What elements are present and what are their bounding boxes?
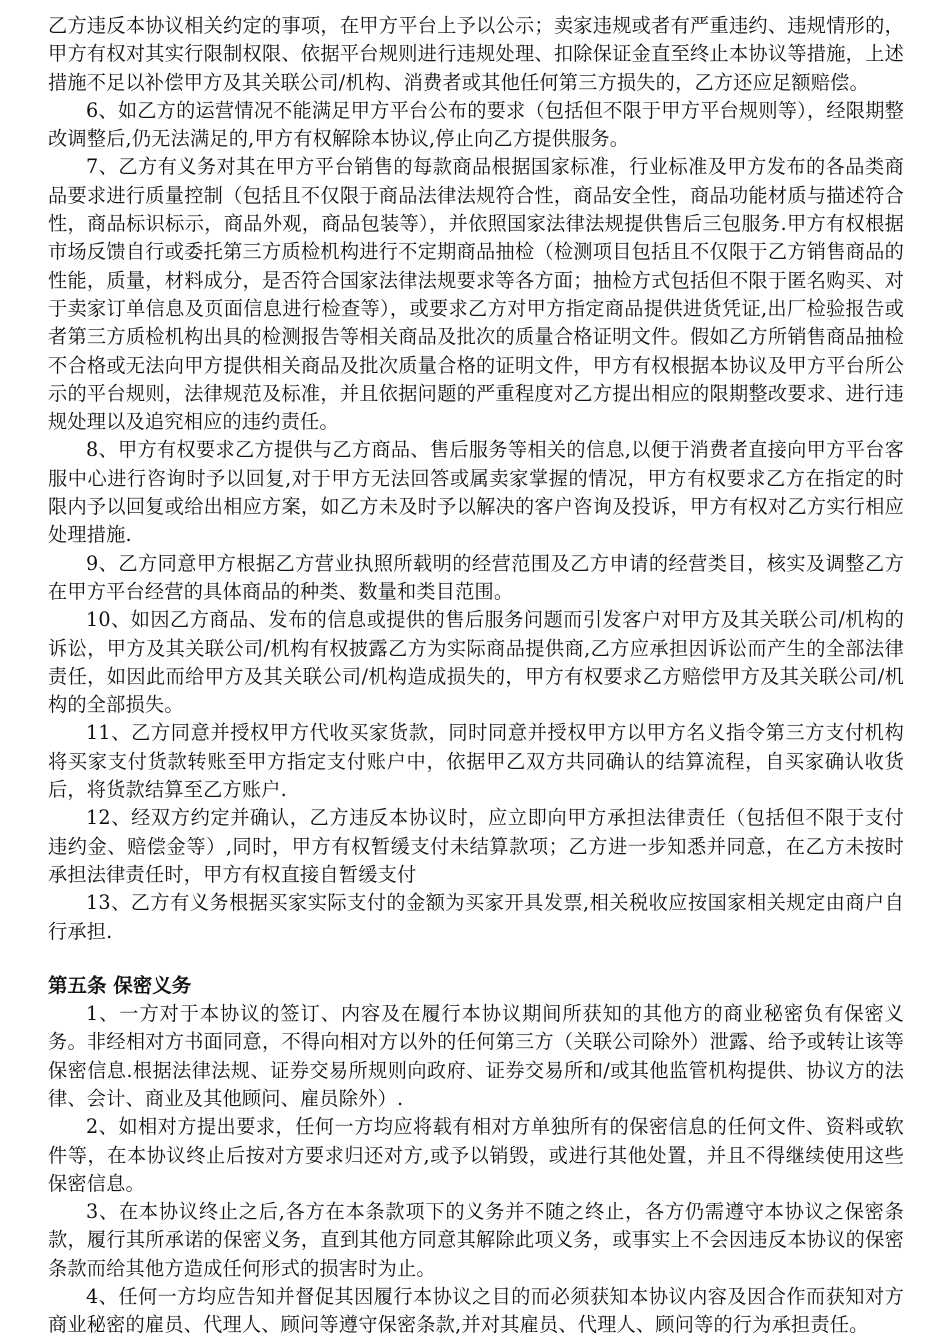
clause-4-8: 8、甲方有权要求乙方提供与乙方商品、售后服务等相关的信息,以便于消费者直接向甲方平台客服中心进行咨询时予以回复,对于甲方无法回答或属卖家掌握的情况，甲方有权要求乙方在指定的时限内予以回复或给出相应方案，如乙方未及时予以解决的客户咨询及投诉，甲方有权对乙方实行相应处理措施. [48,438,904,547]
paragraph-continuation: 乙方违反本协议相关约定的事项，在甲方平台上予以公示；卖家违规或者有严重违约、违规情形的，甲方有权对其实行限制权限、依据平台规则进行违规处理、扣除保证金直至终止本协议等措施，上述措施不足以补偿甲方及其关联公司/机构、消费者或其他任何第三方损失的，乙方还应足额赔偿。 [48,14,904,94]
clause-5-2: 2、如相对方提出要求，任何一方均应将载有相对方单独所有的保密信息的任何文件、资料或软件等，在本协议终止后按对方要求归还对方,或予以销毁，或进行其他处置，并且不得继续使用这些保密信息。 [48,1115,904,1195]
clause-4-12: 12、经双方约定并确认，乙方违反本协议时，应立即向甲方承担法律责任（包括但不限于支付违约金、赔偿金等）,同时，甲方有权暂缓支付未结算款项；乙方进一步知悉并同意，在乙方未按时承担法律责任时，甲方有权直接自暂缓支付 [48,806,904,886]
clause-4-6: 6、如乙方的运营情况不能满足甲方平台公布的要求（包括但不限于甲方平台规则等），经限期整改调整后,仍无法满足的,甲方有权解除本协议,停止向乙方提供服务。 [48,98,904,151]
section-5-heading: 第五条 保密义务 [48,973,192,997]
clause-5-3: 3、在本协议终止之后,各方在本条款项下的义务并不随之终止，各方仍需遵守本协议之保密条款，履行其所承诺的保密义务，直到其他方同意其解除此项义务，或事实上不会因违反本协议的保密条款而给其他方造成任何形式的损害时为止。 [48,1200,904,1280]
clause-4-10: 10、如因乙方商品、发布的信息或提供的售后服务问题而引发客户对甲方及其关联公司/机构的诉讼，甲方及其关联公司/机构有权披露乙方为实际商品提供商,乙方应承担因诉讼而产生的全部法律责任，如因此而给甲方及其关联公司/机构造成损失的，甲方有权要求乙方赔偿甲方及其关联公司/机构的全部损失。 [48,608,904,717]
clause-4-9: 9、乙方同意甲方根据乙方营业执照所载明的经营范围及乙方申请的经营类目，核实及调整乙方在甲方平台经营的具体商品的种类、数量和类目范围。 [48,551,904,603]
clause-4-7: 7、乙方有义务对其在甲方平台销售的每款商品根据国家标准，行业标准及甲方发布的各品类商品要求进行质量控制（包括且不仅限于商品法律法规符合性，商品安全性，商品功能材质与描述符合性，商品标识标示，商品外观，商品包装等），并依照国家法律法规提供售后三包服务.甲方有权根据市场反馈自行或委托第三方质检机构进行不定期商品抽检（检测项目包括且不仅限于乙方销售商品的性能，质量，材料成分，是否符合国家法律法规要求等各方面；抽检方式包括但不限于匿名购买、对于卖家订单信息及页面信息进行检查等），或要求乙方对甲方指定商品提供进货凭证,出厂检验报告或者第三方质检机构出具的检测报告等相关商品及批次的质量合格证明文件。假如乙方所销售商品抽检不合格或无法向甲方提供相关商品及批次质量合格的证明文件，甲方有权根据本协议及甲方平台所公示的平台规则，法律规范及标准，并且依据问题的严重程度对乙方提出相应的限期整改要求、进行违规处理以及追究相应的违约责任。 [48,155,904,434]
clause-5-1: 1、一方对于本协议的签订、内容及在履行本协议期间所获知的其他方的商业秘密负有保密义务。非经相对方书面同意，不得向相对方以外的任何第三方（关联公司除外）泄露、给予或转让该等保密信息.根据法律法规、证券交易所规则向政府、证券交易所和/或其他监管机构提供、协议方的法律、会计、商业及其他顾问、雇员除外）. [48,1002,904,1110]
clause-4-11: 11、乙方同意并授权甲方代收买家货款，同时同意并授权甲方以甲方名义指令第三方支付机构将买家支付货款转账至甲方指定支付账户中，依据甲乙双方共同确认的结算流程，自买家确认收货后，将货款结算至乙方账户. [48,721,904,802]
clause-4-13: 13、乙方有义务根据买家实际支付的金额为买家开具发票,相关税收应按国家相关规定由商户自行承担. [48,891,904,943]
clause-5-4: 4、任何一方均应告知并督促其因履行本协议之目的而必须获知本协议内容及因合作而获知对方商业秘密的雇员、代理人、顾问等遵守保密条款,并对其雇员、代理人、顾问等的行为承担责任。 [48,1285,904,1337]
